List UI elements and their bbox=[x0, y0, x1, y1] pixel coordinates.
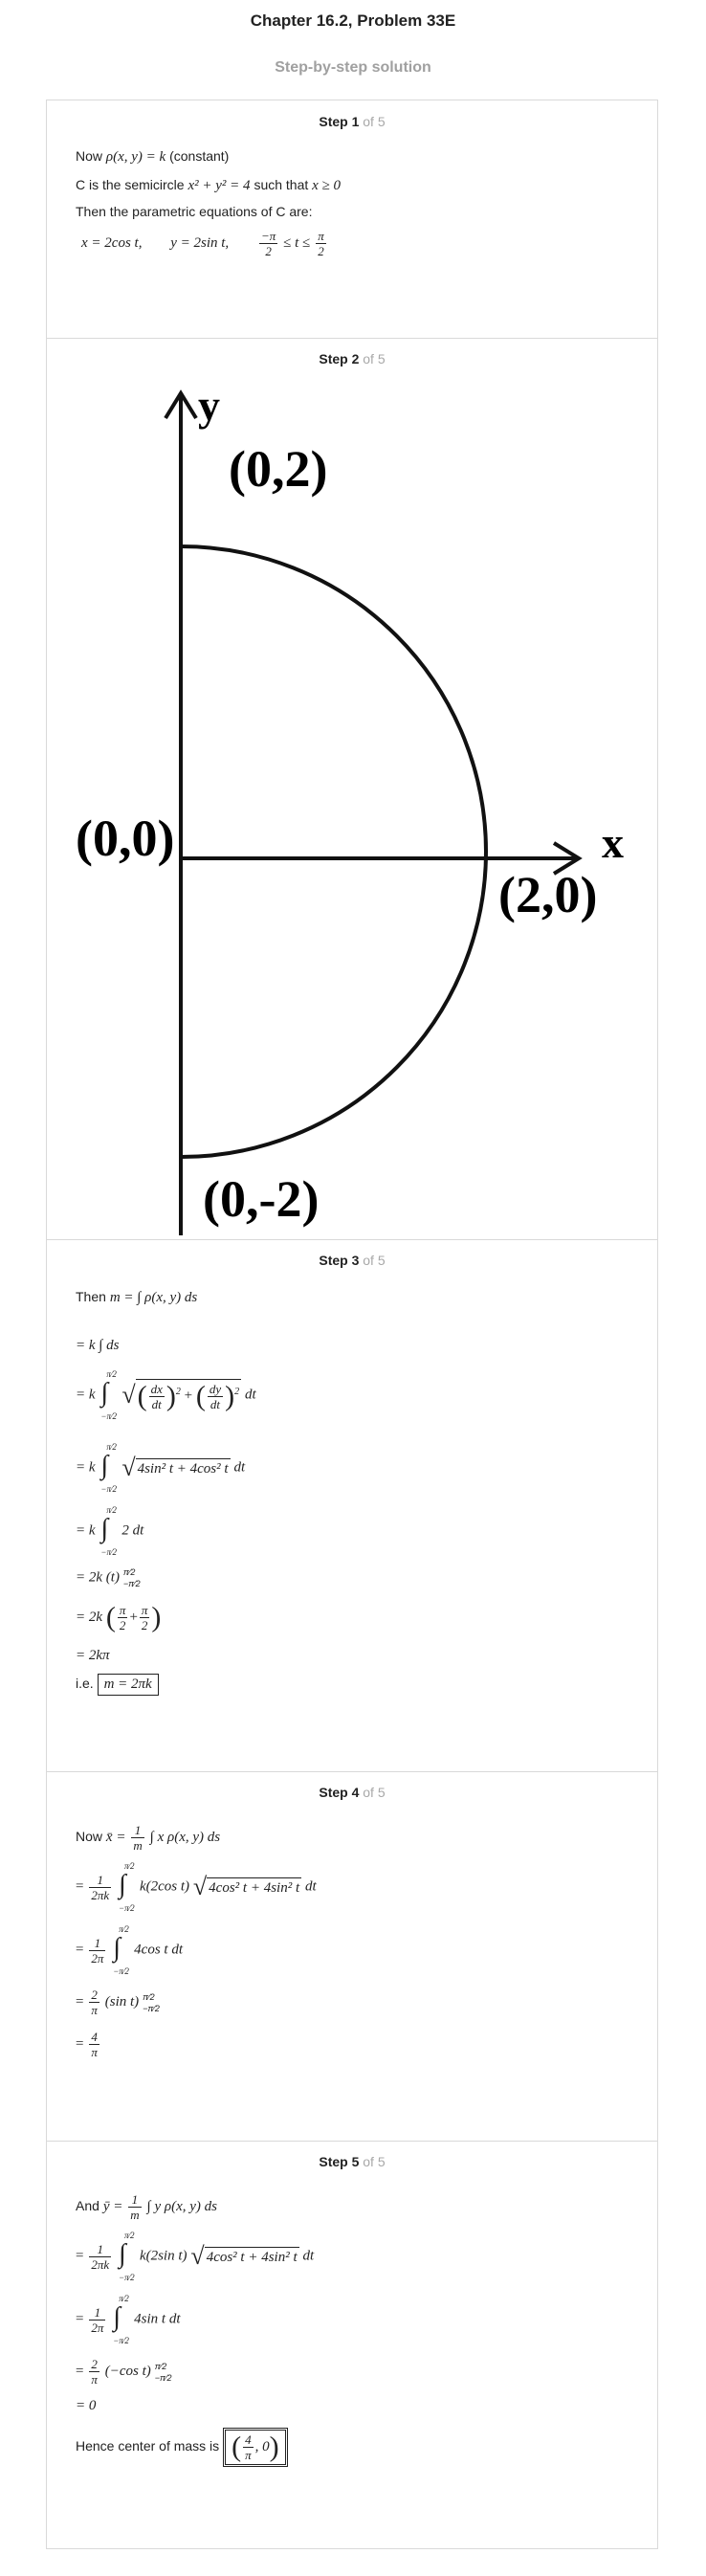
point-bottom-label: (0,-2) bbox=[203, 1170, 320, 1228]
eq-step3-l3-post: dt bbox=[245, 1387, 256, 1403]
text-and: And bbox=[76, 2198, 99, 2214]
step-4: Step 4 of 5 Now x̄ = $\frac{1}{m}$ ∫ x ρ(x, y) ds = $\frac{1}{2\pi k}$ π⁄2 ∫ −π⁄2 k(2cos t) √ 4cos² t + 4sin² t dt = $\frac{1}{2\pi}$ π⁄2 ∫ −π⁄2 4cos t dt = $\frac{2}{\pi}$ (sin t) π⁄2 −π⁄2 = $\frac{4}{\pi}$ bbox=[47, 1771, 657, 2142]
text-such-that: such that bbox=[254, 177, 309, 192]
text-ie: i.e. bbox=[76, 1676, 94, 1691]
text-now: Now bbox=[76, 1829, 103, 1845]
eq-step5-l2: k(2sin t) bbox=[139, 2248, 188, 2264]
page-subtitle: Step-by-step solution bbox=[275, 59, 431, 76]
y-axis-label: y bbox=[198, 381, 220, 430]
point-top-label: (0,2) bbox=[229, 440, 328, 498]
step-label: Step 2 bbox=[319, 351, 360, 366]
eq-step3-l4-pre: = k bbox=[76, 1459, 96, 1476]
step-4-header bbox=[47, 1785, 657, 1800]
solution-card bbox=[46, 100, 658, 2549]
eq-step5-l2-rad: 4cos² t + 4sin² t bbox=[205, 2247, 299, 2266]
step-count: of 5 bbox=[363, 351, 386, 366]
eq-step4-l4: (sin t) bbox=[104, 1994, 140, 2010]
eq-circle: x² + y² = 4 bbox=[188, 178, 251, 193]
eq-x-param: x = 2cos t, bbox=[81, 235, 143, 252]
integral-icon: π⁄2 ∫ −π⁄2 bbox=[100, 1369, 118, 1421]
integral-icon: π⁄2 ∫ −π⁄2 bbox=[119, 1861, 135, 1913]
eq-step3-l5-pre: = k bbox=[76, 1522, 96, 1539]
eq-step5-l5: = 0 bbox=[76, 2398, 97, 2413]
frac-neg-pi-2: $\frac{-\pi}{2}$ bbox=[260, 229, 276, 258]
eq-y-param: y = 2sin t, bbox=[170, 235, 230, 252]
step-count: of 5 bbox=[363, 114, 386, 129]
eq-step3-l7: = 2k bbox=[76, 1610, 103, 1626]
eq-step4-l2-rad: 4cos² t + 4sin² t bbox=[207, 1877, 301, 1897]
step-2 bbox=[47, 338, 657, 1240]
eq-mass-def: m = ∫ ρ(x, y) ds bbox=[109, 1290, 198, 1305]
eq-step5-l1: y ρ(x, y) ds bbox=[154, 2199, 218, 2215]
eq-ybar: ȳ = bbox=[102, 2199, 123, 2215]
result-mass-box: m = 2πk bbox=[98, 1674, 159, 1696]
step-label: Step 4 bbox=[319, 1785, 360, 1800]
text-hence: Hence center of mass is bbox=[76, 2437, 220, 2454]
semicircle-diagram bbox=[47, 374, 657, 1235]
frac-pi-2: $\frac{\pi}{2}$ bbox=[318, 229, 324, 258]
step-5-header bbox=[47, 2154, 657, 2169]
step-label: Step 1 bbox=[319, 114, 360, 129]
step-label: Step 3 bbox=[319, 1253, 360, 1268]
step-2-header bbox=[47, 351, 657, 366]
page-header bbox=[0, 0, 706, 80]
step-3: Step 3 of 5 Then m = ∫ ρ(x, y) ds = k ∫ ds = k π⁄2 ∫ −π⁄2 √( $\frac{dx}{dt}$ )$^2$ + ( $\frac{dy}{dt}$ )$^2$ dt = k π⁄2 ∫ −π⁄2 √ 4sin² t + 4cos² t dt = k π⁄2 ∫ −π⁄2 2 dt = 2k (t) π⁄2 −π⁄2 = 2k ( $\frac{\pi}{2}$ + $\frac{\pi}{2}$ ) = 2kπ i.e. m = 2πk bbox=[47, 1239, 657, 1772]
semicircle-curve bbox=[181, 546, 486, 1157]
step-5: Step 5 of 5 And ȳ = $\frac{1}{m}$ ∫ y ρ(x, y) ds = $\frac{1}{2\pi k}$ π⁄2 ∫ −π⁄2 k(2sin t) √ 4cos² t + 4sin² t dt = $\frac{1}{2\pi}$ π⁄2 ∫ −π⁄2 4sin t dt = $\frac{2}{\pi}$ (−cos t) π⁄2 −π⁄2 = 0 Hence center of mass is ( $\frac{4}{\pi}$ , 0) bbox=[47, 2141, 657, 2548]
text-then: Then bbox=[76, 1289, 106, 1304]
eq-step5-l4: (−cos t) bbox=[104, 2364, 151, 2380]
integral-icon: π⁄2 ∫ −π⁄2 bbox=[113, 1924, 129, 1976]
eq-step3-l2: = k ∫ ds bbox=[76, 1338, 120, 1353]
eq-t-range: ≤ t ≤ bbox=[283, 235, 311, 252]
step-1-header bbox=[47, 114, 657, 129]
step-count: of 5 bbox=[363, 1785, 386, 1800]
point-right-label: (2,0) bbox=[498, 866, 598, 923]
result-xbar: $\frac{4}{\pi}$ bbox=[91, 2030, 98, 2059]
integral-icon: π⁄2 ∫ −π⁄2 bbox=[100, 1505, 118, 1557]
step-label: Step 5 bbox=[319, 2154, 360, 2169]
eq-step3-l4-post: dt bbox=[233, 1459, 246, 1476]
eq-step4-l2: k(2cos t) bbox=[139, 1878, 189, 1895]
eq-step3-l8: = 2kπ bbox=[76, 1648, 110, 1663]
eq-step3-l5-post: 2 dt bbox=[121, 1522, 144, 1539]
eq-step4-l1: x ρ(x, y) ds bbox=[157, 1830, 221, 1846]
eq-xbar: x̄ = bbox=[105, 1830, 126, 1846]
eq-step3-l3-pre: = k bbox=[76, 1387, 96, 1403]
integral-icon: π⁄2 ∫ −π⁄2 bbox=[113, 2294, 129, 2345]
text-constant: (constant) bbox=[169, 148, 230, 164]
step-count: of 5 bbox=[363, 2154, 386, 2169]
text-param: Then the parametric equations of C are: bbox=[76, 204, 313, 219]
step-3-header bbox=[47, 1253, 657, 1268]
eq-step3-l4-rad: 4sin² t + 4cos² t bbox=[136, 1458, 231, 1477]
result-center-of-mass-box: ( $\frac{4}{\pi}$ , 0) bbox=[223, 2428, 288, 2467]
integral-icon: π⁄2 ∫ −π⁄2 bbox=[119, 2231, 135, 2282]
eq-step5-l3: 4sin t dt bbox=[134, 2311, 181, 2327]
x-axis-label: x bbox=[602, 818, 624, 867]
text-now: Now bbox=[76, 148, 103, 164]
eq-rho: ρ(x, y) = k bbox=[105, 149, 166, 165]
integral-icon: π⁄2 ∫ −π⁄2 bbox=[100, 1442, 118, 1494]
point-origin-label: (0,0) bbox=[76, 810, 175, 867]
step-count: of 5 bbox=[363, 1253, 386, 1268]
eq-step3-l6: = 2k (t) bbox=[76, 1569, 120, 1586]
step-1 bbox=[47, 100, 657, 339]
text-semicircle: C is the semicircle bbox=[76, 177, 185, 192]
eq-condition: x ≥ 0 bbox=[312, 178, 342, 193]
eq-step4-l3: 4cos t dt bbox=[134, 1942, 183, 1958]
page-title: Chapter 16.2, Problem 33E bbox=[250, 11, 456, 30]
